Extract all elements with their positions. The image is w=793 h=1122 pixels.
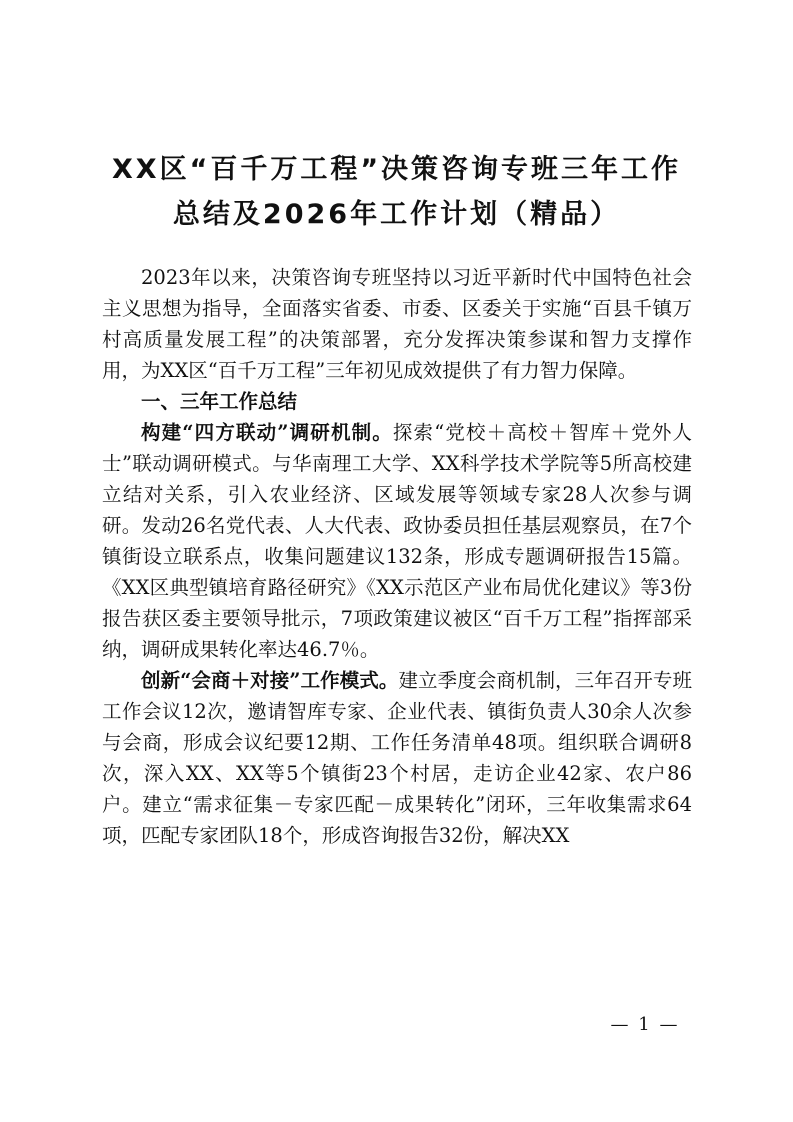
summary-item-2 [102,665,692,851]
intro-paragraph: 2023年以来，决策咨询专班坚持以习近平新时代中国特色社会主义思想为指导，全面落实省委、市委、区委关于实施“百县千镇万村高质量发展工程”的决策部署，充分发挥决策参谋和智力支撑作用，为XX区“百千万工程”三年初见成效提供了有力智力保障。 [102,266,692,382]
section-heading: 一、三年工作总结 [141,390,298,413]
page-number: — 1 — [610,1014,680,1035]
summary-item-2-lead: 创新“会商＋对接”工作模式。 [141,669,399,692]
document-title-line-2: 总结及2026年工作计划（精品） [172,199,621,230]
summary-item-1 [102,417,692,665]
document-title-line-1: XX区“百千万工程”决策咨询专班三年工作 [111,154,682,185]
document-body [102,262,692,851]
summary-item-1-lead: 构建“四方联动”调研机制。 [141,421,393,444]
summary-item-2-text: 建立季度会商机制，三年召开专班工作会议12次，邀请智库专家、企业代表、镇街负责人30余人次参与会商，形成会议纪要12期、工作任务清单48项。组织联合调研8次，深入XX、XX等5个镇街23个村居，走访企业42家、农户86户。建立“需求征集－专家匹配－成果转化”闭环，三年收集需求64项，匹配专家团队18个，形成咨询报告32份，解决XX [102,669,692,847]
summary-item-1-text: 探索“党校＋高校＋智库＋党外人士”联动调研模式。与华南理工大学、XX科学技术学院等5所高校建立结对关系，引入农业经济、区域发展等领域专家28人次参与调研。发动26名党代表、人大代表、政协委员担任基层观察员，在7个镇街设立联系点，收集问题建议132条，形成专题调研报告15篇。《XX区典型镇培育路径研究》《XX示范区产业布局优化建议》等3份报告获区委主要领导批示，7项政策建议被区“百千万工程”指挥部采纳，调研成果转化率达46.7％。 [102,421,692,661]
